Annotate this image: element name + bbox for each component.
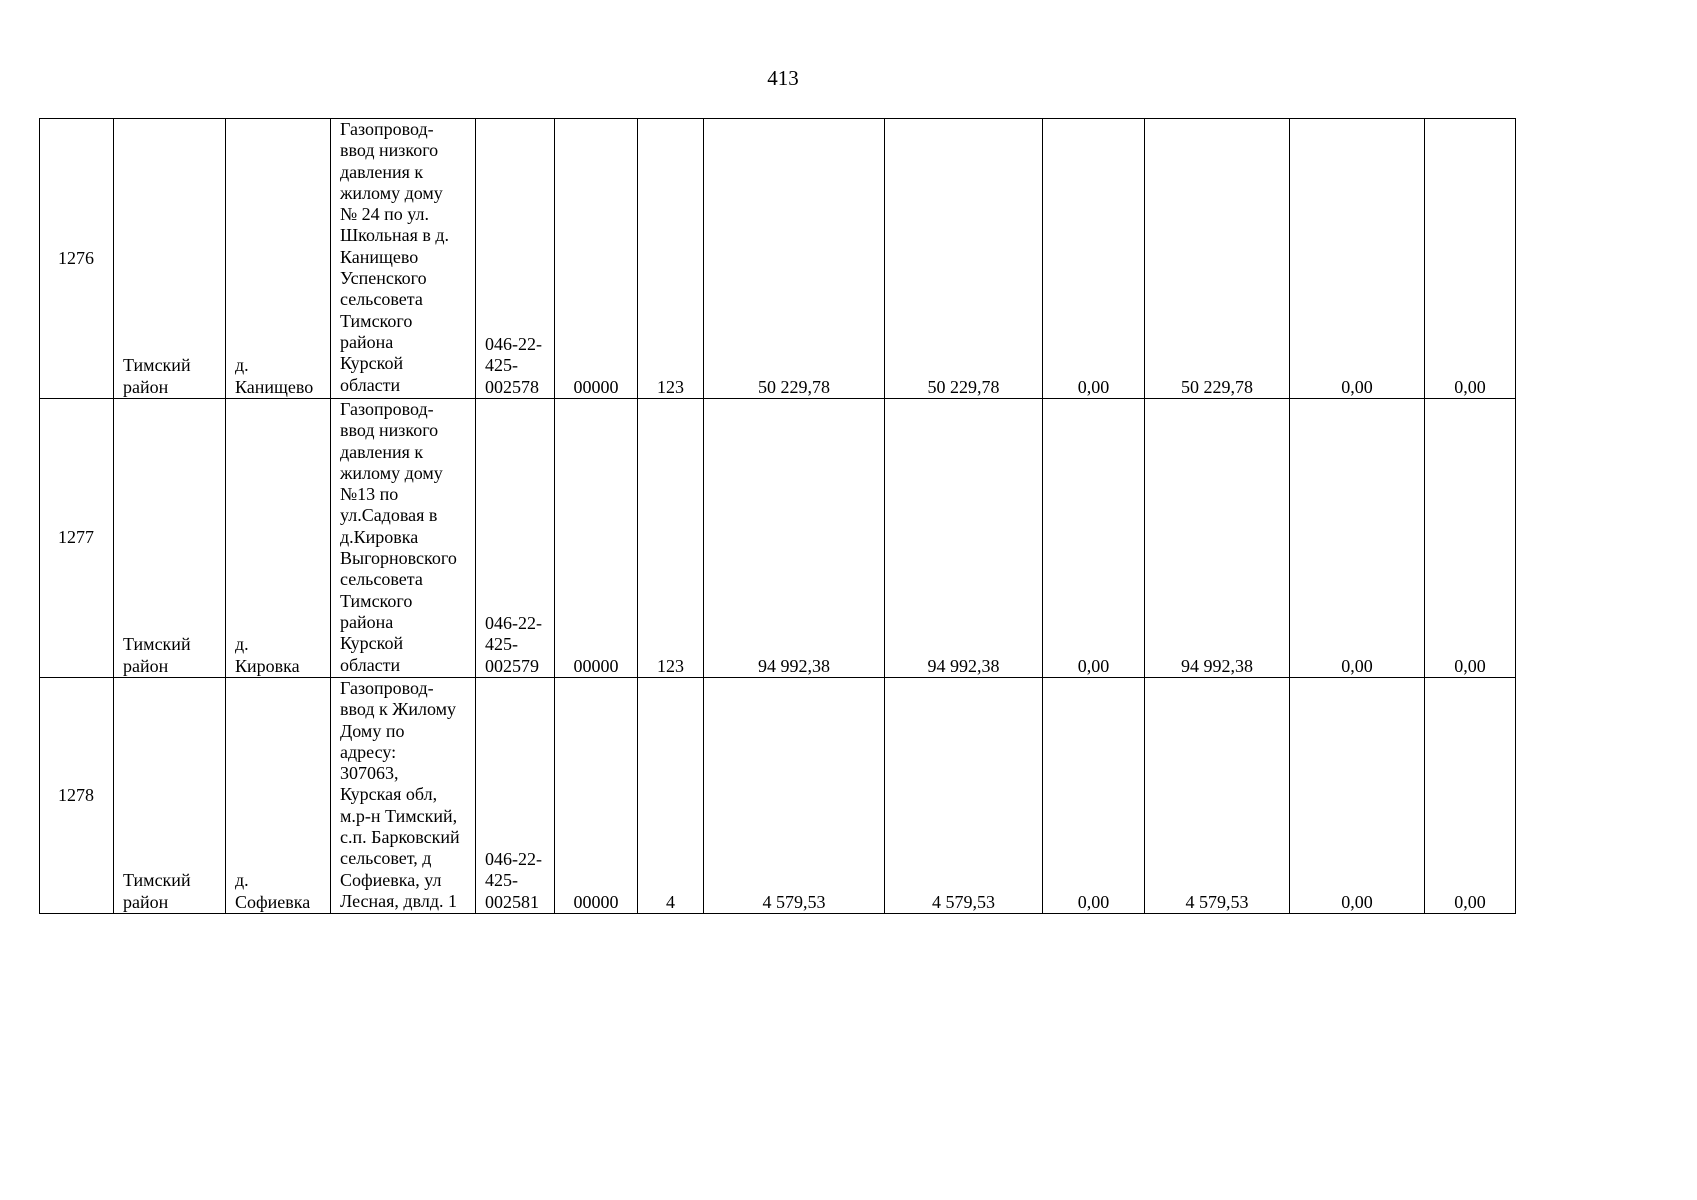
value-cell-6: 0,00 — [1425, 399, 1516, 678]
quantity-cell: 123 — [638, 119, 704, 399]
district-cell: Тимский район — [114, 119, 226, 399]
value-cell-4: 94 992,38 — [1145, 399, 1290, 678]
code-cell: 00000 — [555, 119, 638, 399]
registry-code-cell: 046-22- 425- 002579 — [476, 399, 555, 678]
value-cell-3: 0,00 — [1043, 119, 1145, 399]
table-row — [40, 119, 1516, 399]
value-cell-5: 0,00 — [1290, 678, 1425, 914]
value-cell-3: 0,00 — [1043, 678, 1145, 914]
value-cell-5: 0,00 — [1290, 399, 1425, 678]
value-cell-6: 0,00 — [1425, 119, 1516, 399]
value-cell-2: 4 579,53 — [885, 678, 1043, 914]
locality-cell: д. Кировка — [226, 399, 331, 678]
locality-cell: д. Канищево — [226, 119, 331, 399]
value-cell-4: 4 579,53 — [1145, 678, 1290, 914]
value-cell-4: 50 229,78 — [1145, 119, 1290, 399]
value-cell-5: 0,00 — [1290, 119, 1425, 399]
value-cell-3: 0,00 — [1043, 399, 1145, 678]
registry-table — [39, 118, 1516, 914]
page-number: 413 — [767, 66, 799, 90]
value-cell-2: 50 229,78 — [885, 119, 1043, 399]
locality-cell: д. Софиевка — [226, 678, 331, 914]
table-row — [40, 399, 1516, 678]
value-cell-1: 94 992,38 — [704, 399, 885, 678]
value-cell-1: 50 229,78 — [704, 119, 885, 399]
district-cell: Тимский район — [114, 399, 226, 678]
code-cell: 00000 — [555, 678, 638, 914]
value-cell-2: 94 992,38 — [885, 399, 1043, 678]
row-number: 1278 — [40, 678, 114, 914]
value-cell-1: 4 579,53 — [704, 678, 885, 914]
value-cell-6: 0,00 — [1425, 678, 1516, 914]
quantity-cell: 4 — [638, 678, 704, 914]
district-cell: Тимский район — [114, 678, 226, 914]
registry-code-cell: 046-22- 425- 002578 — [476, 119, 555, 399]
row-number: 1276 — [40, 119, 114, 399]
object-description-cell: Газопровод- ввод низкого давления к жилому дому № 24 по ул. Школьная в д. Канищево Успенского сельсовета Тимского района Курской области — [331, 119, 476, 399]
object-description-cell: Газопровод- ввод к Жилому Дому по адресу: 307063, Курская обл, м.р-н Тимский, с.п. Барковский сельсовет, д Софиевка, ул Лесная, двлд. 1 — [331, 678, 476, 914]
quantity-cell: 123 — [638, 399, 704, 678]
row-number: 1277 — [40, 399, 114, 678]
registry-code-cell: 046-22- 425- 002581 — [476, 678, 555, 914]
code-cell: 00000 — [555, 399, 638, 678]
table-row — [40, 678, 1516, 914]
object-description-cell: Газопровод- ввод низкого давления к жилому дому №13 по ул.Садовая в д.Кировка Выгорновского сельсовета Тимского района Курской области — [331, 399, 476, 678]
